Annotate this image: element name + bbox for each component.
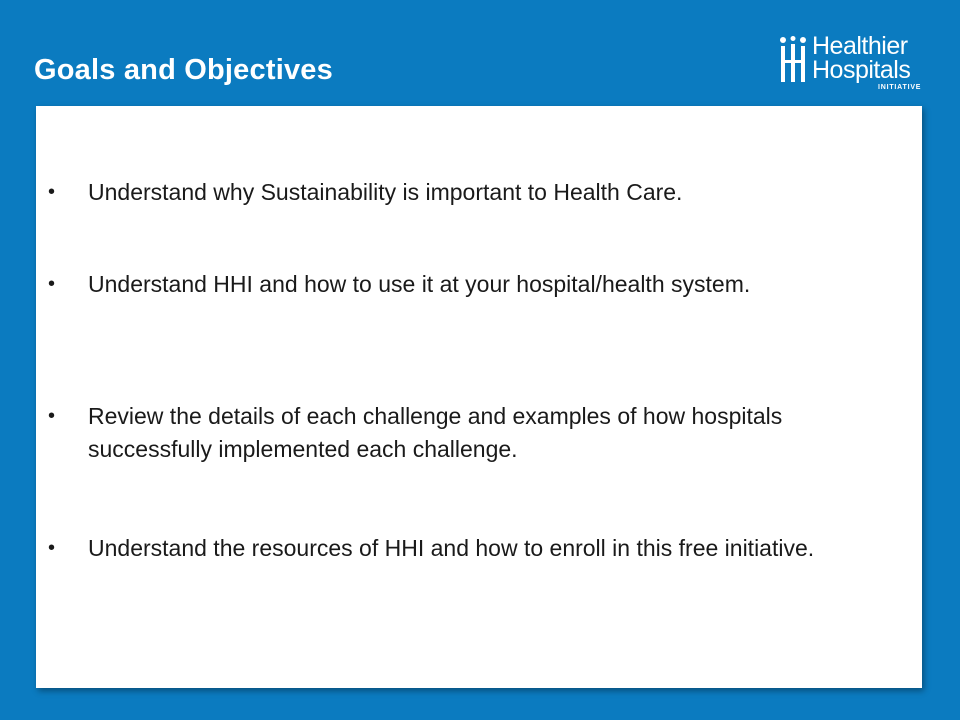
bullet-icon: • bbox=[48, 405, 56, 427]
slide-title: Goals and Objectives bbox=[34, 54, 333, 86]
bullet-text: Understand the resources of HHI and how to enroll in this free initiative. bbox=[88, 535, 815, 561]
hhi-logo bbox=[778, 32, 938, 96]
logo-text-healthier: Healthier bbox=[812, 32, 908, 60]
bullet-icon: • bbox=[48, 181, 56, 203]
bullet-item bbox=[48, 532, 898, 565]
logo-text-hospitals: Hospitals bbox=[812, 56, 911, 84]
hhi-logo-icon bbox=[778, 36, 808, 86]
bullet-item bbox=[48, 176, 898, 209]
bullet-icon: • bbox=[48, 537, 56, 559]
bullet-icon: • bbox=[48, 273, 56, 295]
bullet-text: Understand HHI and how to use it at your hospital/health system. bbox=[88, 271, 751, 297]
content-panel bbox=[36, 106, 922, 688]
logo-text-initiative: INITIATIVE bbox=[878, 84, 922, 91]
bullet-text: Understand why Sustainability is important to Health Care. bbox=[88, 179, 683, 205]
bullet-item bbox=[48, 400, 898, 466]
bullet-item bbox=[48, 268, 898, 301]
bullet-text: Review the details of each challenge and examples of how hospitals successfully implemented each challenge. bbox=[88, 403, 783, 462]
